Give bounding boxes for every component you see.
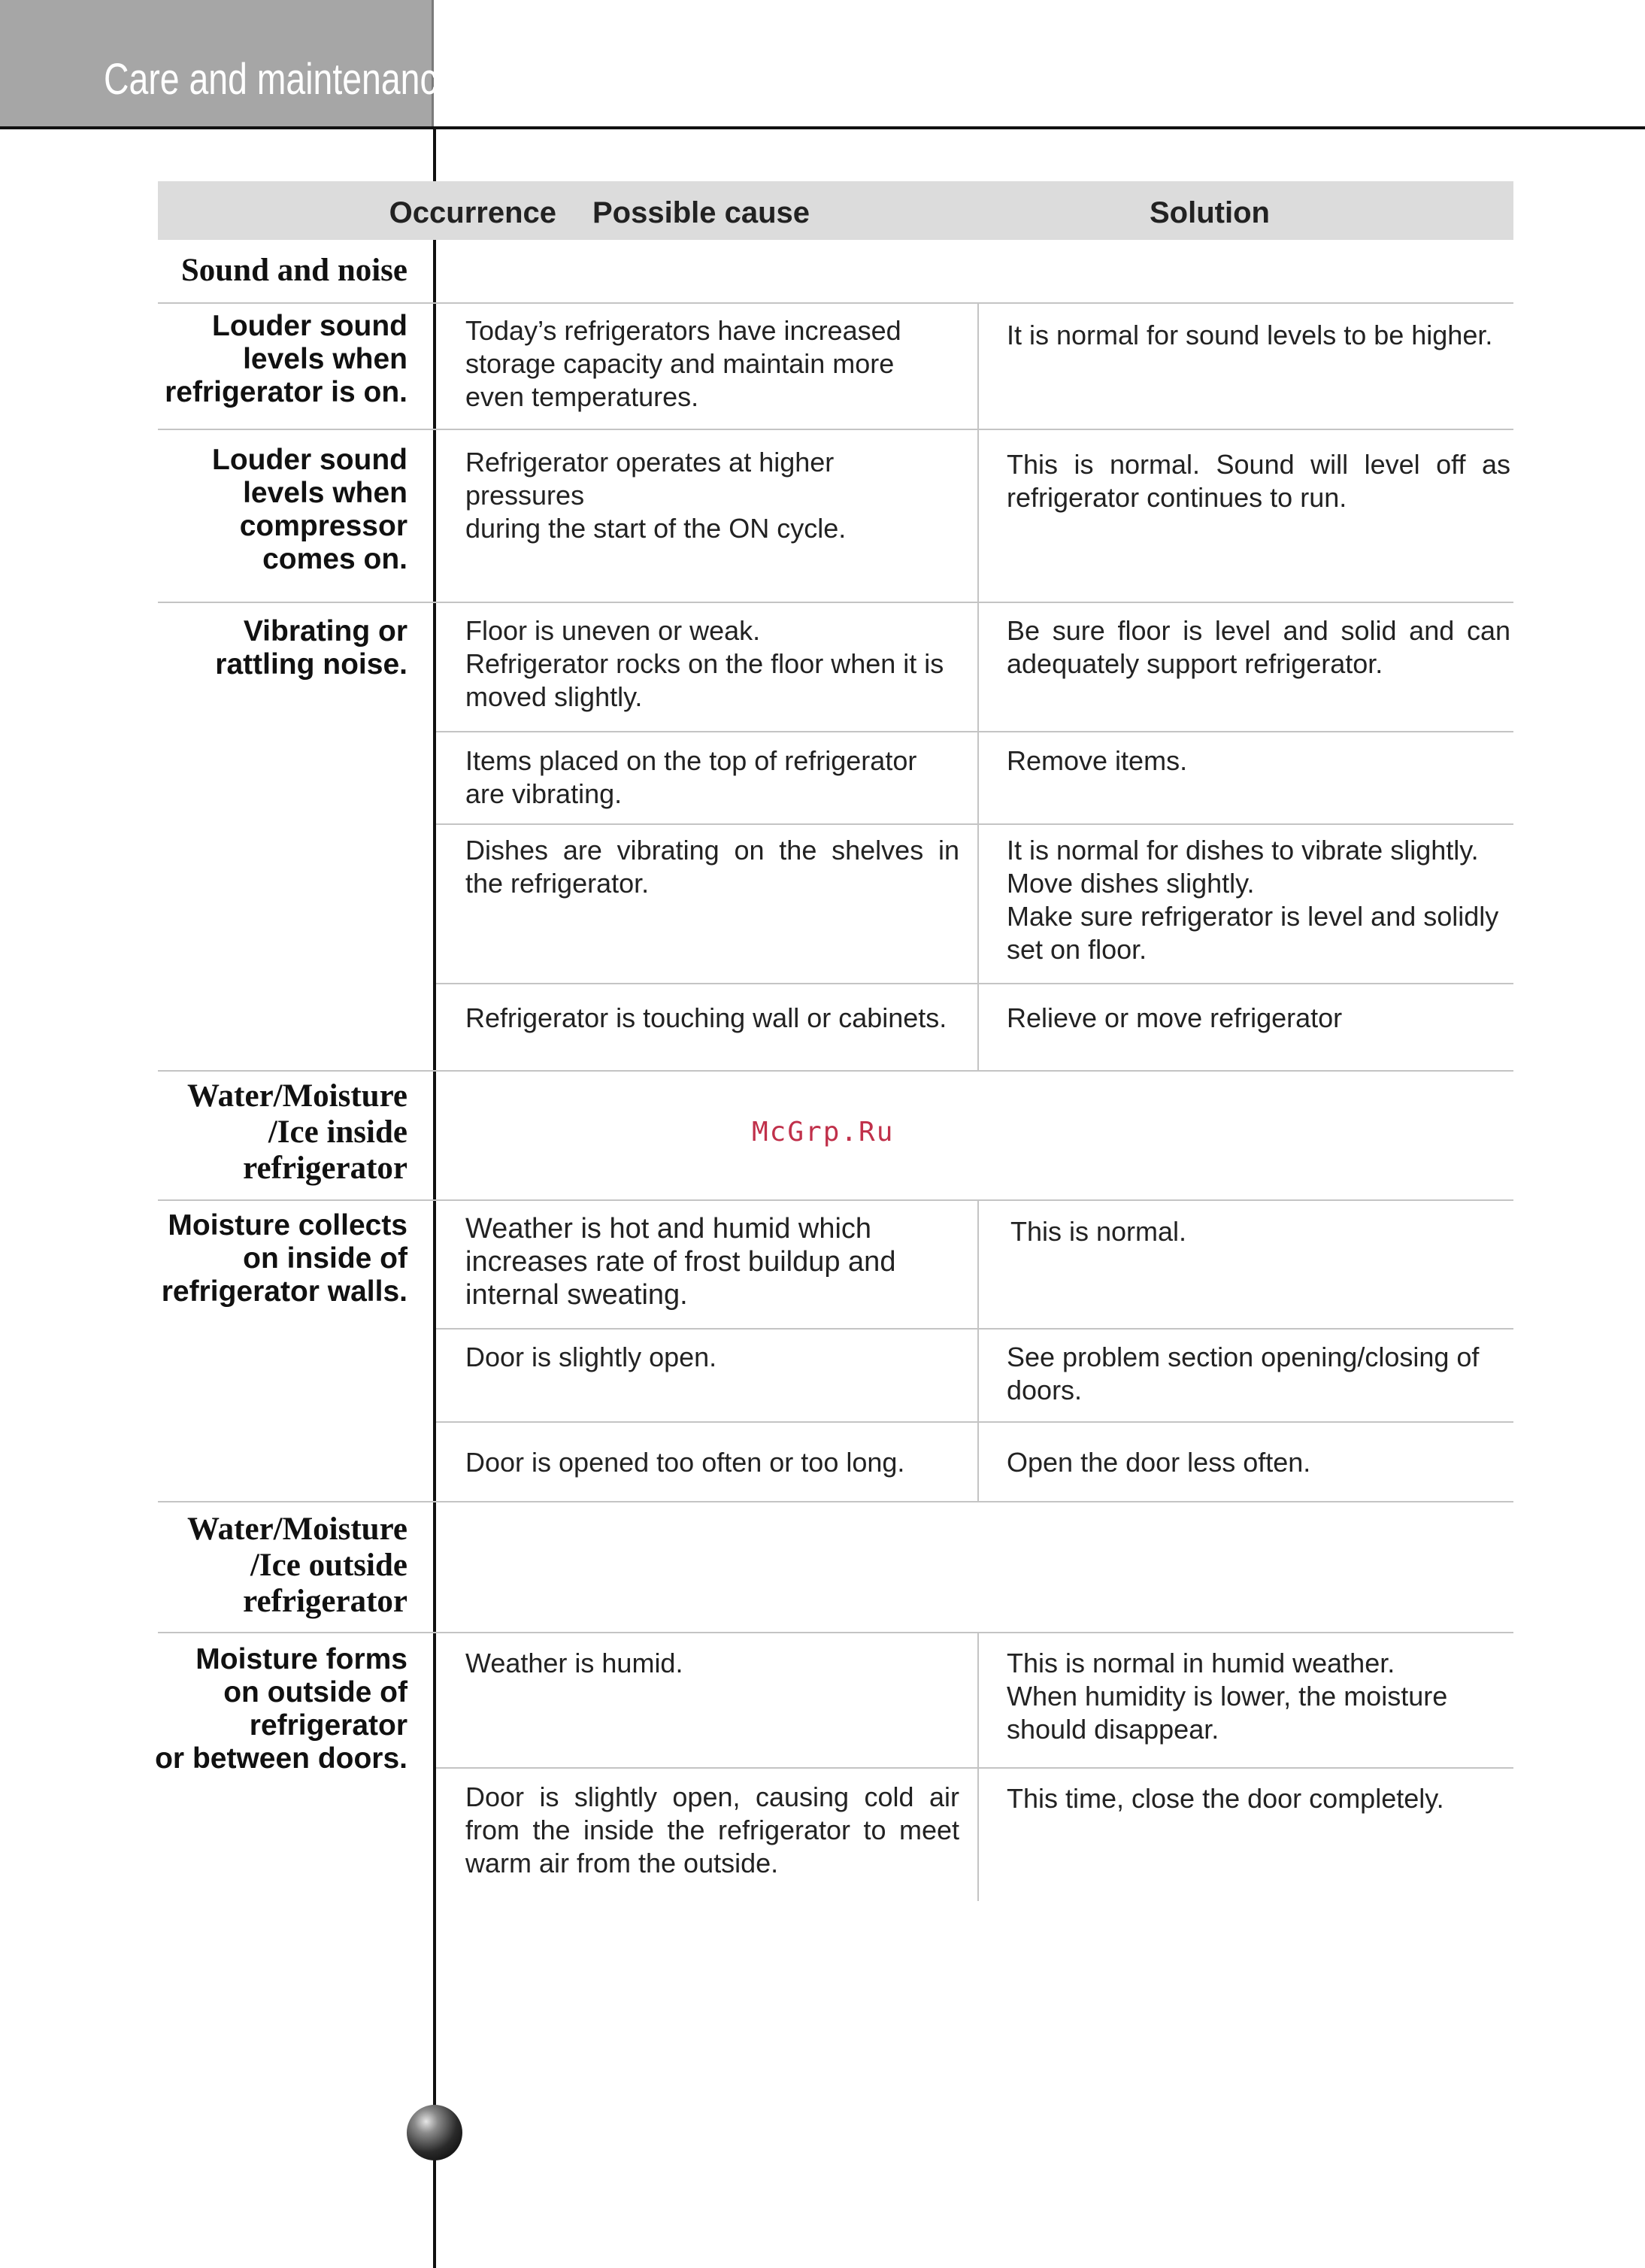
header-tab [0, 0, 457, 128]
occurrence-cell [47, 615, 407, 681]
row-divider [436, 1421, 1513, 1423]
occurrence-text: Louder sound levels when compressor comes on. [212, 444, 407, 575]
row-divider [158, 1632, 1513, 1633]
row-divider [158, 1501, 1513, 1502]
row-divider [436, 1328, 1513, 1330]
solution-cell: This is normal. Sound will level off as refrigerator continues to run. [1007, 449, 1510, 513]
header-rule [0, 126, 1645, 129]
column-divider [977, 302, 979, 1070]
cause-cell: Dishes are vibrating on the shelves in the refrigerator. [465, 835, 959, 899]
section-title: Water/Moisture /Ice outside refrigerator [187, 1511, 407, 1619]
page-title: Care and maintenance [104, 55, 457, 104]
cause-cell: Weather is humid. [465, 1648, 683, 1678]
occurrence-text: Vibrating or rattling noise. [215, 615, 407, 681]
cause-cell: Today’s refrigerators have increased storage capacity and maintain more even temperatures. [465, 315, 901, 412]
solution-cell: See problem section opening/closing of doors. [1007, 1342, 1480, 1405]
solution-cell: Open the door less often. [1007, 1447, 1311, 1478]
cause-cell: Floor is uneven or weak. Refrigerator rocks on the floor when it is moved slightly. [465, 615, 944, 712]
margin-line [433, 128, 436, 2268]
page-marker-ball [407, 2105, 462, 2160]
section-title: Water/Moisture /Ice inside refrigerator [187, 1078, 407, 1186]
column-divider [977, 1632, 979, 1901]
occurrence-cell [47, 1643, 407, 1775]
occurrence-cell [47, 310, 407, 409]
cause-cell: Refrigerator is touching wall or cabinets. [465, 1002, 947, 1033]
solution-cell: Be sure floor is level and solid and can adequately support refrigerator. [1007, 615, 1510, 679]
occurrence-cell [47, 1209, 407, 1308]
cause-cell: Items placed on the top of refrigerator are vibrating. [465, 745, 917, 809]
solution-cell: It is normal for dishes to vibrate slightly. Move dishes slightly. Make sure refrigerator is level and solidly set on floor. [1007, 835, 1499, 965]
occurrence-text: Moisture collects on inside of refrigerator walls. [161, 1209, 407, 1308]
occurrence-cell [47, 444, 407, 576]
solution-cell: It is normal for sound levels to be higher. [1007, 320, 1493, 350]
solution-cell: This is normal. [1010, 1216, 1187, 1247]
column-divider [977, 1199, 979, 1501]
column-header-cause: Possible cause [592, 196, 810, 229]
occurrence-text: Moisture forms on outside of refrigerator or between doors. [155, 1643, 407, 1775]
row-divider [436, 1767, 1513, 1769]
row-divider [158, 302, 1513, 304]
row-divider [158, 429, 1513, 430]
watermark: McGrp.Ru [752, 1117, 895, 1148]
cause-cell: Weather is hot and humid which increases rate of frost buildup and internal sweating. [465, 1213, 896, 1311]
solution-cell: Relieve or move refrigerator [1007, 1002, 1343, 1033]
row-divider [436, 823, 1513, 825]
column-header-solution: Solution [1150, 196, 1270, 229]
row-divider [158, 1199, 1513, 1201]
cause-cell: Door is opened too often or too long. [465, 1447, 905, 1478]
solution-cell: Remove items. [1007, 745, 1188, 776]
cause-cell: Refrigerator operates at higher pressures during the start of the ON cycle. [465, 447, 847, 544]
solution-cell: This time, close the door completely. [1007, 1783, 1444, 1814]
row-divider [158, 602, 1513, 603]
occurrence-text: Louder sound levels when refrigerator is on. [165, 310, 407, 408]
section-title: Sound and noise [180, 253, 407, 288]
row-divider [436, 731, 1513, 732]
row-divider [158, 1070, 1513, 1072]
cause-cell: Door is slightly open, causing cold air from the inside the refrigerator to meet warm air from the outside. [465, 1781, 959, 1878]
column-header-occurrence: Occurrence [389, 196, 556, 229]
solution-cell: This is normal in humid weather. When humidity is lower, the moisture should disappear. [1007, 1648, 1448, 1745]
cause-cell: Door is slightly open. [465, 1342, 717, 1372]
table-header [158, 181, 1513, 240]
row-divider [436, 983, 1513, 984]
